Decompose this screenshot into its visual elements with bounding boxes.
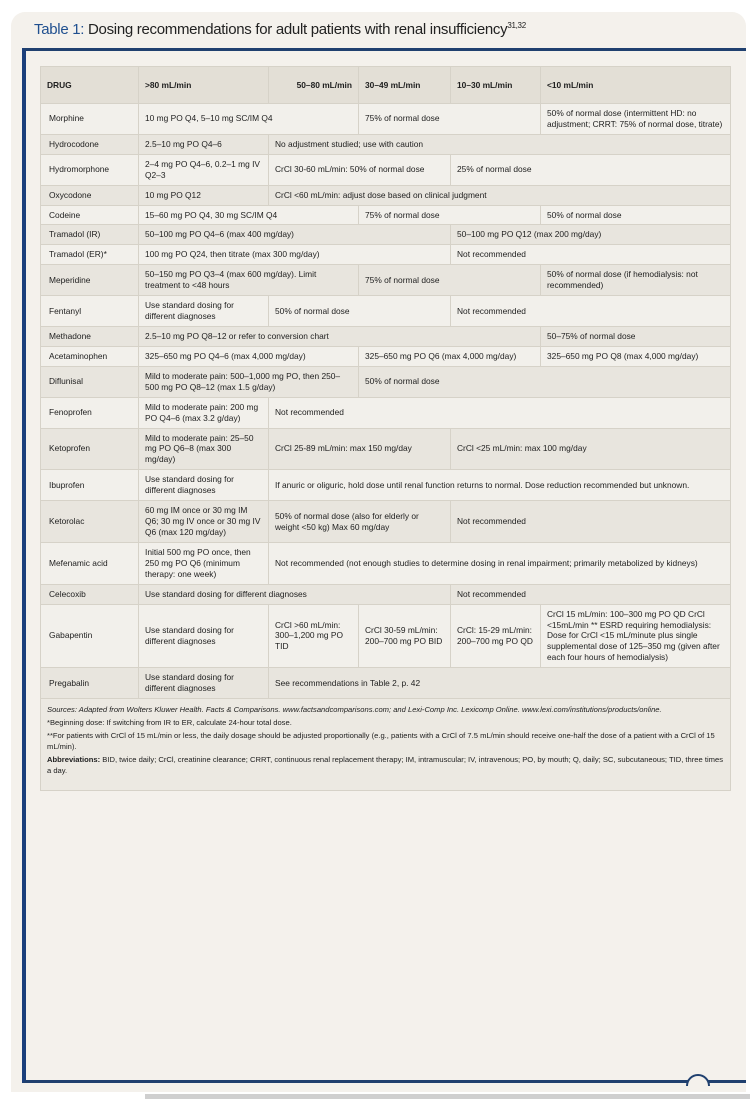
drug-name: Hydromorphone	[41, 154, 139, 185]
footnote-1: *Beginning dose: If switching from IR to ER, calculate 24-hour total dose.	[47, 718, 292, 728]
dose-cell: 50% of normal dose (also for elderly or weight <50 kg) Max 60 mg/day	[269, 501, 451, 543]
col-header-30-49: 30–49 mL/min	[359, 67, 451, 104]
dose-cell: 50% of normal dose (intermittent HD: no adjustment; CRRT: 75% of normal dose, titrate)	[541, 104, 731, 135]
drug-name: Gabapentin	[41, 604, 139, 668]
footnotes	[41, 699, 731, 791]
drug-name: Meperidine	[41, 265, 139, 296]
dose-cell: CrCl 30-59 mL/min: 200–700 mg PO BID	[359, 604, 451, 668]
drug-name: Morphine	[41, 104, 139, 135]
dose-cell: 75% of normal dose	[359, 265, 541, 296]
table-row	[41, 265, 731, 296]
col-header-lt10: <10 mL/min	[541, 67, 731, 104]
dose-cell: 50% of normal dose	[359, 366, 731, 397]
dose-cell: CrCl 30-60 mL/min: 50% of normal dose	[269, 154, 451, 185]
dose-cell: Mild to moderate pain: 500–1,000 mg PO, then 250–500 mg PO Q8–12 (max 1.5 g/day)	[139, 366, 359, 397]
table-row	[41, 205, 731, 225]
table-row	[41, 296, 731, 327]
dose-cell: Initial 500 mg PO once, then 250 mg PO Q6 (minimum therapy: one week)	[139, 542, 269, 584]
table-row	[41, 604, 731, 668]
drug-name: Diflunisal	[41, 366, 139, 397]
col-header-10-30: 10–30 mL/min	[451, 67, 541, 104]
drug-name: Ketoprofen	[41, 428, 139, 470]
table-row	[41, 470, 731, 501]
drug-name: Codeine	[41, 205, 139, 225]
table-row	[41, 104, 731, 135]
drug-name: Hydrocodone	[41, 134, 139, 154]
table-row	[41, 245, 731, 265]
dose-cell: 15–60 mg PO Q4, 30 mg SC/IM Q4	[139, 205, 359, 225]
dose-cell: Mild to moderate pain: 25–50 mg PO Q6–8 (max 300 mg/day)	[139, 428, 269, 470]
dose-cell: Use standard dosing for different diagnoses	[139, 668, 269, 699]
dosing-table	[40, 66, 731, 791]
dose-cell: 10 mg PO Q4, 5–10 mg SC/IM Q4	[139, 104, 359, 135]
dose-cell: 50% of normal dose	[269, 296, 451, 327]
dose-cell: Not recommended	[451, 296, 731, 327]
dose-cell: Use standard dosing for different diagnoses	[139, 604, 269, 668]
dose-cell: 10 mg PO Q12	[139, 185, 269, 205]
dose-cell: Not recommended	[451, 501, 731, 543]
dose-cell: 2–4 mg PO Q4–6, 0.2–1 mg IV Q2–3	[139, 154, 269, 185]
dose-cell: 75% of normal dose	[359, 205, 541, 225]
dose-cell: 2.5–10 mg PO Q4–6	[139, 134, 269, 154]
table-row	[41, 501, 731, 543]
col-header-50-80: 50–80 mL/min	[269, 67, 359, 104]
dose-cell: 50–150 mg PO Q3–4 (max 600 mg/day). Limit treatment to <48 hours	[139, 265, 359, 296]
dose-cell: 50% of normal dose (if hemodialysis: not recommended)	[541, 265, 731, 296]
dose-cell: 50–100 mg PO Q12 (max 200 mg/day)	[451, 225, 731, 245]
abbreviations-text: BID, twice daily; CrCl, creatinine clearance; CRRT, continuous renal replacement therapy; IM, intramuscular; IV, intravenous; PO, by mouth; Q, daily; SC, subcutaneous; TID, three times a day.	[47, 755, 723, 776]
footnote-2: **For patients with CrCl of 15 mL/min or less, the daily dosage should be adjusted proportionally (e.g., patients with a CrCl of 7.5 mL/min should receive one-half the dose of a patient with a CrCl of 15 mL/min).	[47, 731, 715, 752]
drug-name: Pregabalin	[41, 668, 139, 699]
header-row	[41, 67, 731, 104]
table-row	[41, 397, 731, 428]
abbreviations-label: Abbreviations:	[47, 755, 101, 765]
table-row	[41, 668, 731, 699]
dose-cell: Not recommended	[269, 397, 731, 428]
dose-cell: 75% of normal dose	[359, 104, 541, 135]
drug-name: Fentanyl	[41, 296, 139, 327]
drug-name: Ibuprofen	[41, 470, 139, 501]
dose-cell: CrCl <60 mL/min: adjust dose based on clinical judgment	[269, 185, 731, 205]
col-header-gt80: >80 mL/min	[139, 67, 269, 104]
drug-name: Oxycodone	[41, 185, 139, 205]
dose-cell: If anuric or oliguric, hold dose until renal function returns to normal. Dose reduction recommended but unknown.	[269, 470, 731, 501]
dose-cell: 50% of normal dose	[541, 205, 731, 225]
table-row	[41, 154, 731, 185]
table-row	[41, 542, 731, 584]
abbreviations-note	[47, 754, 724, 776]
drug-name: Mefenamic acid	[41, 542, 139, 584]
drug-name: Fenoprofen	[41, 397, 139, 428]
table-row	[41, 428, 731, 470]
dose-cell: CrCl <25 mL/min: max 100 mg/day	[451, 428, 731, 470]
dose-cell: CrCl 15 mL/min: 100–300 mg PO QD CrCl <15mL/min ** ESRD requiring hemodialysis: Dose for CrCl <15 mL/minute plus single supplemental dose of 125–350 mg (given after each four hours of hemodialysis)	[541, 604, 731, 668]
table-row	[41, 225, 731, 245]
dose-cell: 50–75% of normal dose	[541, 326, 731, 346]
reference-superscript: 31,32	[507, 21, 526, 30]
dose-cell: 2.5–10 mg PO Q8–12 or refer to conversion chart	[139, 326, 541, 346]
dose-cell: Use standard dosing for different diagnoses	[139, 584, 451, 604]
dose-cell: CrCl >60 mL/min: 300–1,200 mg PO TID	[269, 604, 359, 668]
table-title-text: Dosing recommendations for adult patients with renal insufficiency	[84, 21, 508, 38]
dose-cell: 325–650 mg PO Q4–6 (max 4,000 mg/day)	[139, 346, 359, 366]
dose-cell: 50–100 mg PO Q4–6 (max 400 mg/day)	[139, 225, 451, 245]
drug-name: Celecoxib	[41, 584, 139, 604]
dose-cell: No adjustment studied; use with caution	[269, 134, 731, 154]
drug-name: Ketorolac	[41, 501, 139, 543]
drug-name: Tramadol (ER)*	[41, 245, 139, 265]
dose-cell: 25% of normal dose	[451, 154, 731, 185]
table-row	[41, 366, 731, 397]
table-row	[41, 584, 731, 604]
dose-cell: Use standard dosing for different diagnoses	[139, 470, 269, 501]
table-row	[41, 185, 731, 205]
dose-cell: Not recommended	[451, 584, 731, 604]
footnotes-row	[41, 699, 731, 791]
dose-cell: 325–650 mg PO Q6 (max 4,000 mg/day)	[359, 346, 541, 366]
table-row	[41, 326, 731, 346]
table-body	[41, 104, 731, 699]
dose-cell: 100 mg PO Q24, then titrate (max 300 mg/day)	[139, 245, 451, 265]
dose-cell: CrCl 25-89 mL/min: max 150 mg/day	[269, 428, 451, 470]
sources-note: Sources: Adapted from Wolters Kluwer Health. Facts & Comparisons. www.factsandcomparisons.com; and Lexi-Comp Inc. Lexicomp Online. www.lexi.com/institutions/products/online.	[47, 705, 662, 715]
dose-cell: Use standard dosing for different diagnoses	[139, 296, 269, 327]
dose-cell: Not recommended (not enough studies to determine dosing in renal impairment; primarily metabolized by kidneys)	[269, 542, 731, 584]
dose-cell: Mild to moderate pain: 200 mg PO Q4–6 (max 3.2 g/day)	[139, 397, 269, 428]
dose-cell: 325–650 mg PO Q8 (max 4,000 mg/day)	[541, 346, 731, 366]
dose-cell: See recommendations in Table 2, p. 42	[269, 668, 731, 699]
drug-name: Tramadol (IR)	[41, 225, 139, 245]
drug-name: Acetaminophen	[41, 346, 139, 366]
col-header-drug: DRUG	[41, 67, 139, 104]
dose-cell: 60 mg IM once or 30 mg IM Q6; 30 mg IV once or 30 mg IV Q6 (max 120 mg/day)	[139, 501, 269, 543]
dose-cell: Not recommended	[451, 245, 731, 265]
table-title	[34, 21, 526, 38]
table-row	[41, 346, 731, 366]
dose-cell: CrCl: 15-29 mL/min: 200–700 mg PO QD	[451, 604, 541, 668]
table-label: Table 1:	[34, 21, 85, 38]
horizontal-scrollbar[interactable]	[145, 1094, 750, 1099]
drug-name: Methadone	[41, 326, 139, 346]
table-row	[41, 134, 731, 154]
